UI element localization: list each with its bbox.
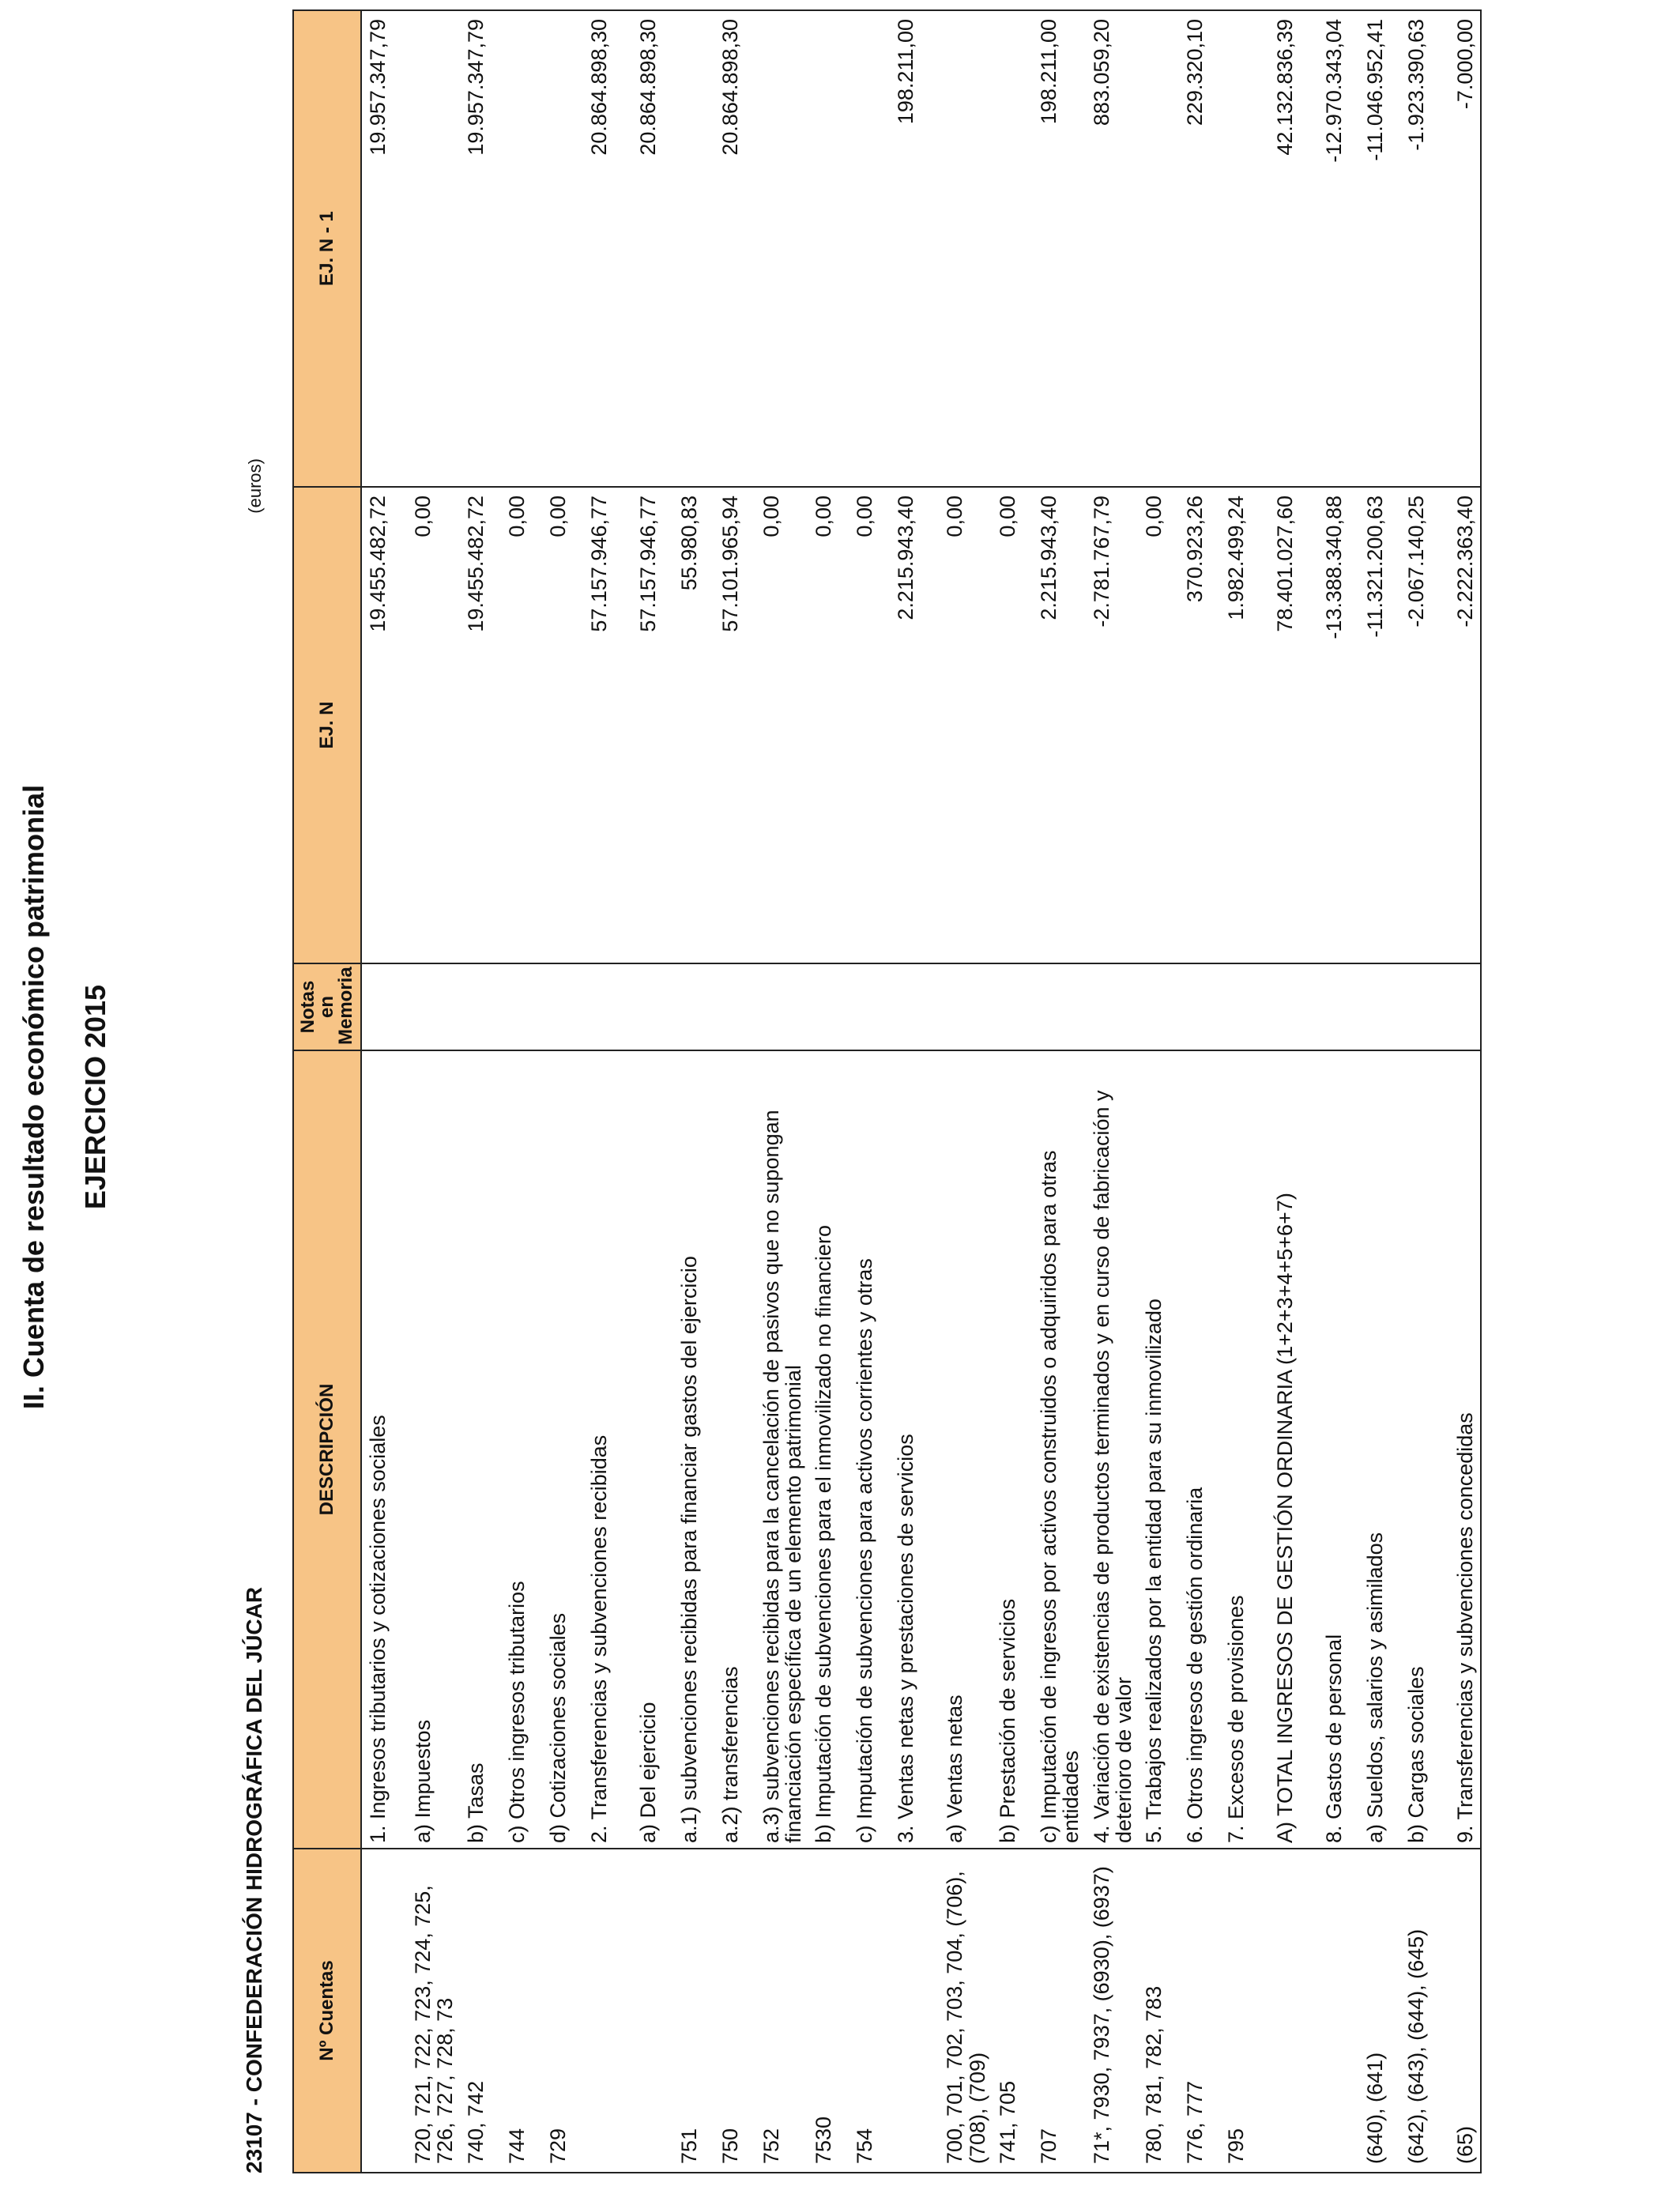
row-notes-cell (632, 963, 673, 1050)
row-notes-cell (542, 963, 583, 1050)
row-notes-cell (460, 963, 501, 1050)
row-description-cell: a) Ventas netas (939, 1050, 992, 1849)
table-row (1400, 10, 1449, 2173)
row-year-n1-cell: 20.864.898,30 (714, 10, 755, 487)
table-row (1269, 10, 1318, 2173)
row-accounts-cell: 780, 781, 782, 783 (1138, 1849, 1179, 2173)
header-notes: Notas en Memoria (293, 963, 361, 1050)
row-accounts-cell: 729 (542, 1849, 583, 2173)
table-row (1220, 10, 1269, 2173)
table-row (1449, 10, 1481, 2173)
table-row (542, 10, 583, 2173)
table-row (1086, 10, 1139, 2173)
row-year-n1-cell (992, 10, 1033, 487)
row-year-n1-cell: -11.046.952,41 (1359, 10, 1400, 487)
row-year-n-cell: 57.101.965,94 (714, 487, 755, 963)
row-description-cell: 5. Trabajos realizados por la entidad para su inmovilizado (1138, 1050, 1179, 1849)
row-description-cell: 3. Ventas netas y prestaciones de servicios (890, 1050, 939, 1849)
table-row (583, 10, 632, 2173)
table-row (1179, 10, 1220, 2173)
row-accounts-cell: 700, 701, 702, 703, 704, (706), (708), (709) (939, 1849, 992, 2173)
row-notes-cell (583, 963, 632, 1050)
row-accounts-cell: 740, 742 (460, 1849, 501, 2173)
row-description-cell: b) Imputación de subvenciones para el inmovilizado no financiero (808, 1050, 849, 1849)
row-description-cell: a) Sueldos, salarios y asimilados (1359, 1050, 1400, 1849)
row-year-n1-cell (755, 10, 808, 487)
row-accounts-cell (1269, 1849, 1318, 2173)
row-description-cell: a) Impuestos (407, 1050, 460, 1849)
row-notes-cell (1449, 963, 1481, 1050)
row-accounts-cell (583, 1849, 632, 2173)
row-year-n-cell: 0,00 (992, 487, 1033, 963)
table-row (939, 10, 992, 2173)
row-year-n-cell: 370.923,26 (1179, 487, 1220, 963)
row-year-n1-cell: 20.864.898,30 (583, 10, 632, 487)
row-year-n1-cell (673, 10, 714, 487)
row-year-n1-cell: 19.957.347,79 (361, 10, 407, 487)
row-year-n-cell: -2.067.140,25 (1400, 487, 1449, 963)
row-accounts-cell: 752 (755, 1849, 808, 2173)
row-notes-cell (714, 963, 755, 1050)
row-year-n-cell: 0,00 (808, 487, 849, 963)
page-title: II. Cuenta de resultado económico patrimonial (17, 784, 50, 1410)
header-description: DESCRIPCIÓN (293, 1050, 361, 1849)
row-year-n-cell: 1.982.499,24 (1220, 487, 1269, 963)
row-accounts-cell: (640), (641) (1359, 1849, 1400, 2173)
header-year-n1: EJ. N - 1 (293, 10, 361, 487)
row-year-n-cell: 0,00 (755, 487, 808, 963)
row-notes-cell (1179, 963, 1220, 1050)
header-accounts: Nº Cuentas (293, 1849, 361, 2173)
table-row (501, 10, 542, 2173)
row-year-n-cell: 0,00 (407, 487, 460, 963)
row-description-cell: b) Prestación de servicios (992, 1050, 1033, 1849)
row-accounts-cell: 750 (714, 1849, 755, 2173)
row-year-n-cell: 2.215.943,40 (890, 487, 939, 963)
row-year-n-cell: -13.388.340,88 (1318, 487, 1359, 963)
header-year-n: EJ. N (293, 487, 361, 963)
row-year-n-cell: 0,00 (849, 487, 890, 963)
row-description-cell: c) Otros ingresos tributarios (501, 1050, 542, 1849)
entity-name: 23107 - CONFEDERACIÓN HIDROGRÁFICA DEL JÚCAR (242, 1586, 266, 2173)
row-year-n1-cell: 19.957.347,79 (460, 10, 501, 487)
row-accounts-cell: 71*, 7930, 7937, (6930), (6937) (1086, 1849, 1139, 2173)
table-row (1359, 10, 1400, 2173)
row-accounts-cell: 741, 705 (992, 1849, 1033, 2173)
row-year-n-cell: -11.321.200,63 (1359, 487, 1400, 963)
row-accounts-cell (361, 1849, 407, 2173)
table-row (890, 10, 939, 2173)
row-description-cell: 8. Gastos de personal (1318, 1050, 1359, 1849)
page-subtitle: EJERCICIO 2015 (79, 984, 111, 1210)
row-notes-cell (673, 963, 714, 1050)
row-description-cell: 4. Variación de existencias de productos terminados y en curso de fabricación y deterioro de valor (1086, 1050, 1139, 1849)
table-row (1138, 10, 1179, 2173)
row-notes-cell (1033, 963, 1086, 1050)
row-notes-cell (1359, 963, 1400, 1050)
row-description-cell: 7. Excesos de provisiones (1220, 1050, 1269, 1849)
row-year-n1-cell: 229.320,10 (1179, 10, 1220, 487)
row-year-n1-cell: 198.211,00 (1033, 10, 1086, 487)
row-notes-cell (992, 963, 1033, 1050)
row-notes-cell (939, 963, 992, 1050)
table-row (632, 10, 673, 2173)
row-year-n-cell: 0,00 (501, 487, 542, 963)
row-description-cell: a.1) subvenciones recibidas para financiar gastos del ejercicio (673, 1050, 714, 1849)
row-accounts-cell: 7530 (808, 1849, 849, 2173)
row-year-n1-cell: -7.000,00 (1449, 10, 1481, 487)
table-body (361, 10, 1481, 2173)
row-notes-cell (407, 963, 460, 1050)
row-year-n1-cell (1138, 10, 1179, 487)
row-description-cell: a) Del ejercicio (632, 1050, 673, 1849)
row-year-n-cell: 55.980,83 (673, 487, 714, 963)
table-row (849, 10, 890, 2173)
table-row (992, 10, 1033, 2173)
row-notes-cell (890, 963, 939, 1050)
row-year-n-cell: 57.157.946,77 (632, 487, 673, 963)
row-accounts-cell: 707 (1033, 1849, 1086, 2173)
table-row (407, 10, 460, 2173)
row-year-n-cell: 57.157.946,77 (583, 487, 632, 963)
row-accounts-cell: 720, 721, 722, 723, 724, 725, 726, 727, 728, 73 (407, 1849, 460, 2173)
row-year-n1-cell (808, 10, 849, 487)
table-row (361, 10, 407, 2173)
row-accounts-cell: 751 (673, 1849, 714, 2173)
row-year-n-cell: 2.215.943,40 (1033, 487, 1086, 963)
table-row (460, 10, 501, 2173)
row-notes-cell (1318, 963, 1359, 1050)
row-notes-cell (1138, 963, 1179, 1050)
table-row (755, 10, 808, 2173)
row-notes-cell (1086, 963, 1139, 1050)
row-year-n-cell: 0,00 (1138, 487, 1179, 963)
row-year-n-cell: 0,00 (939, 487, 992, 963)
row-description-cell: 9. Transferencias y subvenciones concedidas (1449, 1050, 1481, 1849)
row-year-n-cell: 78.401.027,60 (1269, 487, 1318, 963)
row-year-n1-cell: -12.970.343,04 (1318, 10, 1359, 487)
row-description-cell: a.2) transferencias (714, 1050, 755, 1849)
row-notes-cell (501, 963, 542, 1050)
row-notes-cell (755, 963, 808, 1050)
row-year-n1-cell (501, 10, 542, 487)
row-description-cell: 6. Otros ingresos de gestión ordinaria (1179, 1050, 1220, 1849)
row-accounts-cell: (65) (1449, 1849, 1481, 2173)
row-accounts-cell: 744 (501, 1849, 542, 2173)
row-notes-cell (1400, 963, 1449, 1050)
results-table (292, 9, 1482, 2173)
row-year-n1-cell: 198.211,00 (890, 10, 939, 487)
table-row (714, 10, 755, 2173)
row-description-cell: c) Imputación de ingresos por activos construidos o adquiridos para otras entidades (1033, 1050, 1086, 1849)
units-label: (euros) (245, 458, 265, 514)
row-description-cell: 1. Ingresos tributarios y cotizaciones sociales (361, 1050, 407, 1849)
row-accounts-cell: 754 (849, 1849, 890, 2173)
row-year-n1-cell (1220, 10, 1269, 487)
row-year-n-cell: 19.455.482,72 (361, 487, 407, 963)
row-notes-cell (849, 963, 890, 1050)
row-description-cell: c) Imputación de subvenciones para activos corrientes y otras (849, 1050, 890, 1849)
table-row (673, 10, 714, 2173)
row-accounts-cell: 795 (1220, 1849, 1269, 2173)
row-year-n1-cell: -1.923.390,63 (1400, 10, 1449, 487)
row-year-n1-cell (407, 10, 460, 487)
row-year-n-cell: -2.781.767,79 (1086, 487, 1139, 963)
row-notes-cell (1269, 963, 1318, 1050)
table-header-row (293, 10, 361, 2173)
row-year-n1-cell: 42.132.836,39 (1269, 10, 1318, 487)
row-year-n1-cell (849, 10, 890, 487)
table-row (1318, 10, 1359, 2173)
row-year-n-cell: 19.455.482,72 (460, 487, 501, 963)
row-description-cell: b) Tasas (460, 1050, 501, 1849)
row-accounts-cell: 776, 777 (1179, 1849, 1220, 2173)
row-year-n1-cell: 20.864.898,30 (632, 10, 673, 487)
row-description-cell: a.3) subvenciones recibidas para la cancelación de pasivos que no supongan financiación específica de un elemento patrimonial (755, 1050, 808, 1849)
row-year-n-cell: -2.222.363,40 (1449, 487, 1481, 963)
table-row (1033, 10, 1086, 2173)
row-accounts-cell (890, 1849, 939, 2173)
row-notes-cell (808, 963, 849, 1050)
row-accounts-cell: (642), (643), (644), (645) (1400, 1849, 1449, 2173)
row-notes-cell (1220, 963, 1269, 1050)
row-description-cell: b) Cargas sociales (1400, 1050, 1449, 1849)
row-year-n1-cell (542, 10, 583, 487)
row-description-cell: 2. Transferencias y subvenciones recibidas (583, 1050, 632, 1849)
table-row (808, 10, 849, 2173)
row-description-cell: d) Cotizaciones sociales (542, 1050, 583, 1849)
row-description-cell: A) TOTAL INGRESOS DE GESTIÓN ORDINARIA (1+2+3+4+5+6+7) (1269, 1050, 1318, 1849)
row-accounts-cell (632, 1849, 673, 2173)
results-table-container (292, 11, 1482, 2173)
row-year-n1-cell (939, 10, 992, 487)
row-year-n-cell: 0,00 (542, 487, 583, 963)
row-year-n1-cell: 883.059,20 (1086, 10, 1139, 487)
row-accounts-cell (1318, 1849, 1359, 2173)
row-notes-cell (361, 963, 407, 1050)
